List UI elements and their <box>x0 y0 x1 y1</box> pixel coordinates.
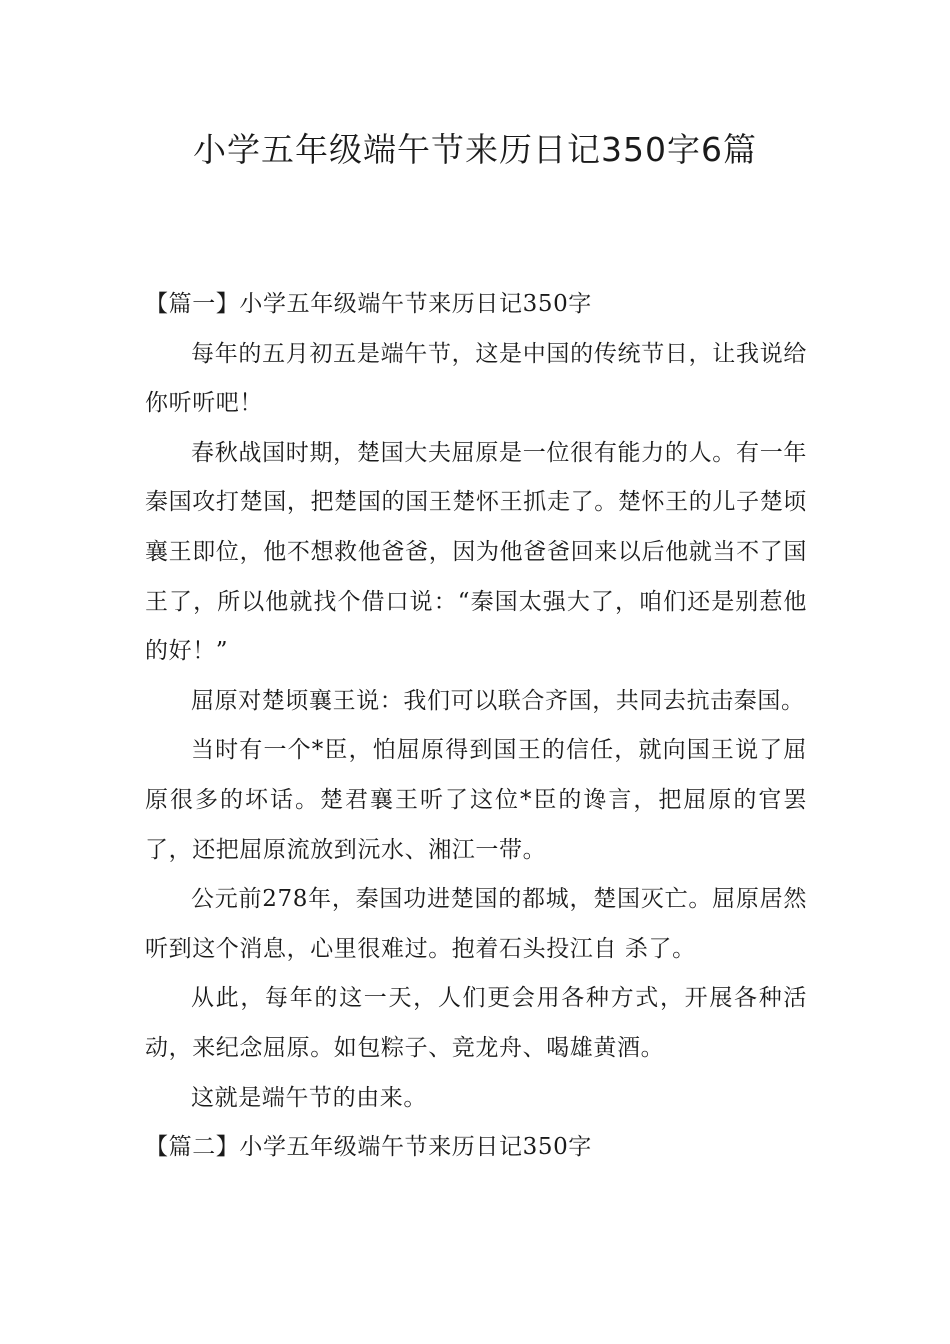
document-body <box>145 280 807 1173</box>
section-heading-2: 【篇二】小学五年级端午节来历日记350字 <box>145 1134 592 1161</box>
paragraph: 春秋战国时期，楚国大夫屈原是一位很有能力的人。有一年秦国攻打楚国，把楚国的国王楚怀王抓走了。楚怀王的儿子楚顷襄王即位，他不想救他爸爸，因为他爸爸回来以后他就当不了国王了，所以他就找个借口说：“秦国太强大了，咱们还是别惹他的好！” <box>145 439 807 665</box>
paragraph: 这就是端午节的由来。 <box>191 1084 427 1111</box>
paragraph: 当时有一个*臣，怕屈原得到国王的信任，就向国王说了屈原很多的坏话。楚君襄王听了这位*臣的谗言，把屈原的官罢了，还把屈原流放到沅水、湘江一带。 <box>145 737 807 863</box>
section-heading-1: 【篇一】小学五年级端午节来历日记350字 <box>145 291 592 317</box>
paragraph: 屈原对楚顷襄王说：我们可以联合齐国，共同去抗击秦国。 <box>191 687 805 714</box>
document-title: 小学五年级端午节来历日记350字6篇 <box>193 130 757 169</box>
paragraph: 每年的五月初五是端午节，这是中国的传统节日，让我说给你听听吧！ <box>145 340 807 417</box>
paragraph: 从此，每年的这一天，人们更会用各种方式，开展各种活动，来纪念屈原。如包粽子、竞龙舟、喝雄黄酒。 <box>145 985 807 1061</box>
paragraph: 公元前278年，秦国功进楚国的都城，楚国灭亡。屈原居然听到这个消息，心里很难过。抱着石头投江自 杀了。 <box>145 886 807 962</box>
